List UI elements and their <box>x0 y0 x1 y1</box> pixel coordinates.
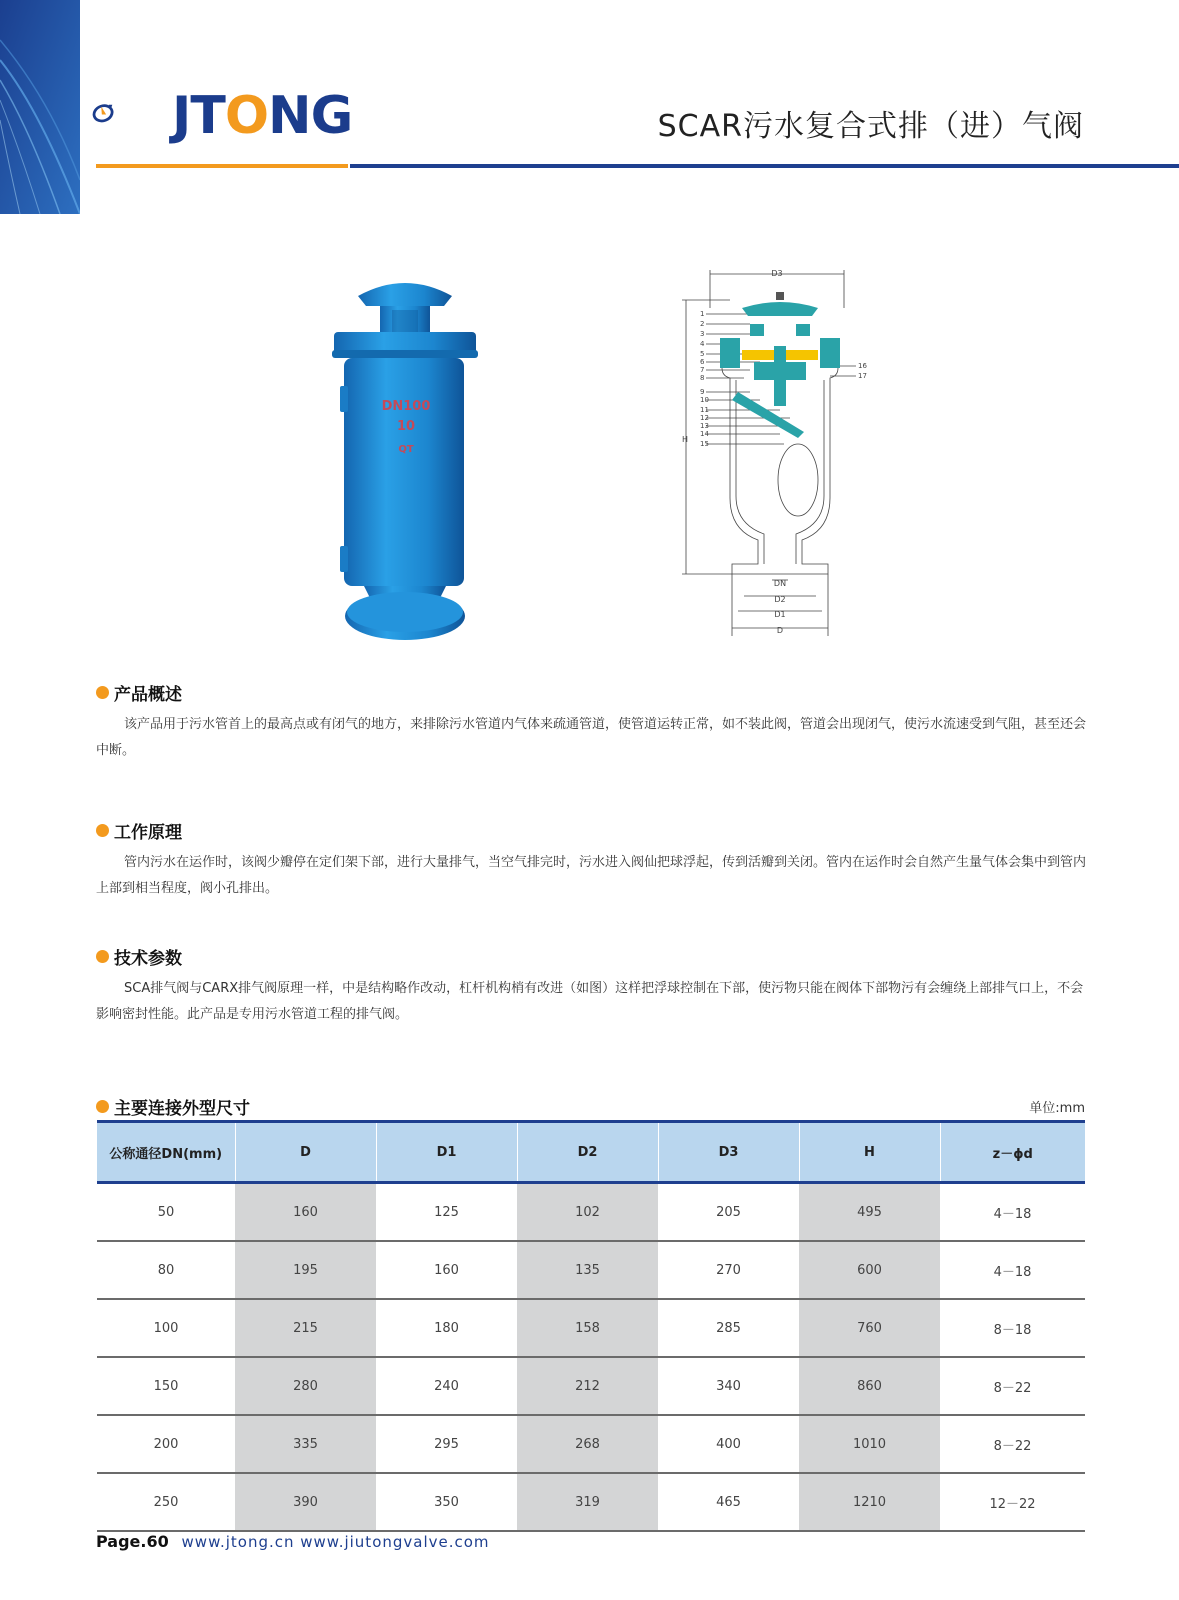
table-row <box>97 1415 1085 1473</box>
table-cell: 150 <box>97 1357 235 1415</box>
header-orange-rule <box>96 164 348 168</box>
casting-text-dn: DN100 <box>381 399 431 414</box>
callout-number: 3 <box>700 330 705 338</box>
header-cell-d1: D1 <box>376 1122 517 1183</box>
casting-text-mat: QT <box>398 444 414 455</box>
callout-number: 2 <box>700 320 705 328</box>
table-cell: 195 <box>235 1241 376 1299</box>
page-footer <box>96 1532 490 1551</box>
table-cell: 100 <box>97 1299 235 1357</box>
table-cell: 4－18 <box>940 1183 1085 1242</box>
table-cell: 250 <box>97 1473 235 1531</box>
table-cell: 400 <box>658 1415 799 1473</box>
table-cell: 340 <box>658 1357 799 1415</box>
table-cell: 1210 <box>799 1473 940 1531</box>
section-title-parameters <box>96 944 182 969</box>
callout-number: 13 <box>700 422 709 430</box>
principle-paragraph: 管内污水在运作时，该阀少瓣停在定们架下部，进行大量排气，当空气排完时，污水进入阀仙把球浮起，传到活瓣到关闭。管内在运作时会自然产生量气体会集中到管内上部到相当程度，阀小孔排出。 <box>96 855 1087 896</box>
table-header-row <box>97 1122 1085 1183</box>
table-cell: 760 <box>799 1299 940 1357</box>
section-title-dimensions <box>96 1094 250 1119</box>
corner-decoration <box>0 0 80 214</box>
callout-number: 15 <box>700 440 709 448</box>
callout-number: 1 <box>700 310 705 318</box>
table-row <box>97 1241 1085 1299</box>
footer-websites: www.jtong.cn www.jiutongvalve.com <box>181 1533 490 1551</box>
section-title-text: 主要连接外型尺寸 <box>114 1099 250 1119</box>
table-cell: 268 <box>517 1415 658 1473</box>
table-cell: 8－22 <box>940 1415 1085 1473</box>
valve-section-diagram <box>680 268 880 656</box>
section-title-principle <box>96 818 182 843</box>
header-cell-bolts: z－ϕd <box>940 1122 1085 1183</box>
callout-number: 10 <box>700 396 709 404</box>
table-cell: 158 <box>517 1299 658 1357</box>
table-cell: 102 <box>517 1183 658 1242</box>
logo-text-b: NG <box>268 86 353 146</box>
dim-label-d1: D1 <box>774 610 786 619</box>
header-cell-h: H <box>799 1122 940 1183</box>
callout-number: 8 <box>700 374 705 382</box>
table-cell: 180 <box>376 1299 517 1357</box>
bullet-dot-icon <box>96 950 109 963</box>
table-cell: 125 <box>376 1183 517 1242</box>
callout-number: 7 <box>700 366 705 374</box>
dim-label-d2: D2 <box>774 595 786 604</box>
page-title: SCAR污水复合式排（进）气阀 <box>657 109 1084 144</box>
table-cell: 600 <box>799 1241 940 1299</box>
valve-product-image <box>330 276 480 652</box>
section-title-text: 工作原理 <box>114 823 182 843</box>
table-cell: 205 <box>658 1183 799 1242</box>
table-cell: 465 <box>658 1473 799 1531</box>
table-cell: 212 <box>517 1357 658 1415</box>
bullet-dot-icon <box>96 686 109 699</box>
table-row <box>97 1183 1085 1242</box>
table-cell: 1010 <box>799 1415 940 1473</box>
table-cell: 80 <box>97 1241 235 1299</box>
callout-number: 16 <box>858 362 867 370</box>
header-cell-d: D <box>235 1122 376 1183</box>
table-cell: 285 <box>658 1299 799 1357</box>
table-cell: 270 <box>658 1241 799 1299</box>
dim-label-dn: DN <box>773 579 787 588</box>
table-cell: 390 <box>235 1473 376 1531</box>
bullet-dot-icon <box>96 1100 109 1113</box>
page-number: Page.60 <box>96 1532 169 1551</box>
table-cell: 860 <box>799 1357 940 1415</box>
callout-number: 6 <box>700 358 705 366</box>
parameters-paragraph: SCA排气阀与CARX排气阀原理一样，中是结构略作改动，杠杆机构梢有改进（如图）这样把浮球控制在下部，使污物只能在阀体下部物污有会缠绕上部排气口上，不会影响密封性能。此产品是专用污水管道工程的排气阀。 <box>96 981 1084 1022</box>
table-cell: 160 <box>235 1183 376 1242</box>
casting-text-pn: 10 <box>396 419 416 434</box>
logo-text-o: O <box>224 86 269 146</box>
header-blue-rule <box>350 164 1179 168</box>
table-cell: 8－18 <box>940 1299 1085 1357</box>
bullet-dot-icon <box>96 824 109 837</box>
dim-label-d: D <box>776 626 784 635</box>
table-cell: 215 <box>235 1299 376 1357</box>
section-title-text: 技术参数 <box>114 949 182 969</box>
logo-wordmark <box>172 86 352 146</box>
callout-number: 12 <box>700 414 709 422</box>
table-cell: 200 <box>97 1415 235 1473</box>
table-row <box>97 1299 1085 1357</box>
table-cell: 50 <box>97 1183 235 1242</box>
dimensions-table <box>97 1120 1085 1532</box>
table-row <box>97 1473 1085 1531</box>
callout-number: 11 <box>700 406 709 414</box>
logo-text-a: JT <box>172 86 225 146</box>
callout-number: 14 <box>700 430 709 438</box>
dim-label-h: H <box>682 435 689 444</box>
unit-label: 单位:mm <box>1029 1101 1085 1116</box>
header-cell-dn: 公称通径DN(mm) <box>97 1122 235 1183</box>
table-cell: 160 <box>376 1241 517 1299</box>
table-cell: 4－18 <box>940 1241 1085 1299</box>
table-cell: 240 <box>376 1357 517 1415</box>
overview-paragraph: 该产品用于污水管首上的最高点或有闭气的地方，来排除污水管道内气体来疏通管道，使管道运转正常，如不装此阀，管道会出现闭气，使污水流速受到气阻，甚至还会中断。 <box>96 717 1087 758</box>
dim-label-d3: D3 <box>771 269 783 278</box>
table-cell: 319 <box>517 1473 658 1531</box>
table-cell: 12－22 <box>940 1473 1085 1531</box>
table-cell: 135 <box>517 1241 658 1299</box>
table-cell: 280 <box>235 1357 376 1415</box>
callout-number: 17 <box>858 372 867 380</box>
table-cell: 335 <box>235 1415 376 1473</box>
callout-number: 4 <box>700 340 705 348</box>
header-cell-d2: D2 <box>517 1122 658 1183</box>
table-cell: 350 <box>376 1473 517 1531</box>
section-title-text: 产品概述 <box>114 685 182 705</box>
section-title-overview <box>96 680 182 705</box>
table-cell: 495 <box>799 1183 940 1242</box>
table-row <box>97 1357 1085 1415</box>
callout-number: 9 <box>700 388 705 396</box>
table-cell: 8－22 <box>940 1357 1085 1415</box>
callout-number: 5 <box>700 350 705 358</box>
header-cell-d3: D3 <box>658 1122 799 1183</box>
table-cell: 295 <box>376 1415 517 1473</box>
jtong-logo-icon <box>92 78 172 148</box>
